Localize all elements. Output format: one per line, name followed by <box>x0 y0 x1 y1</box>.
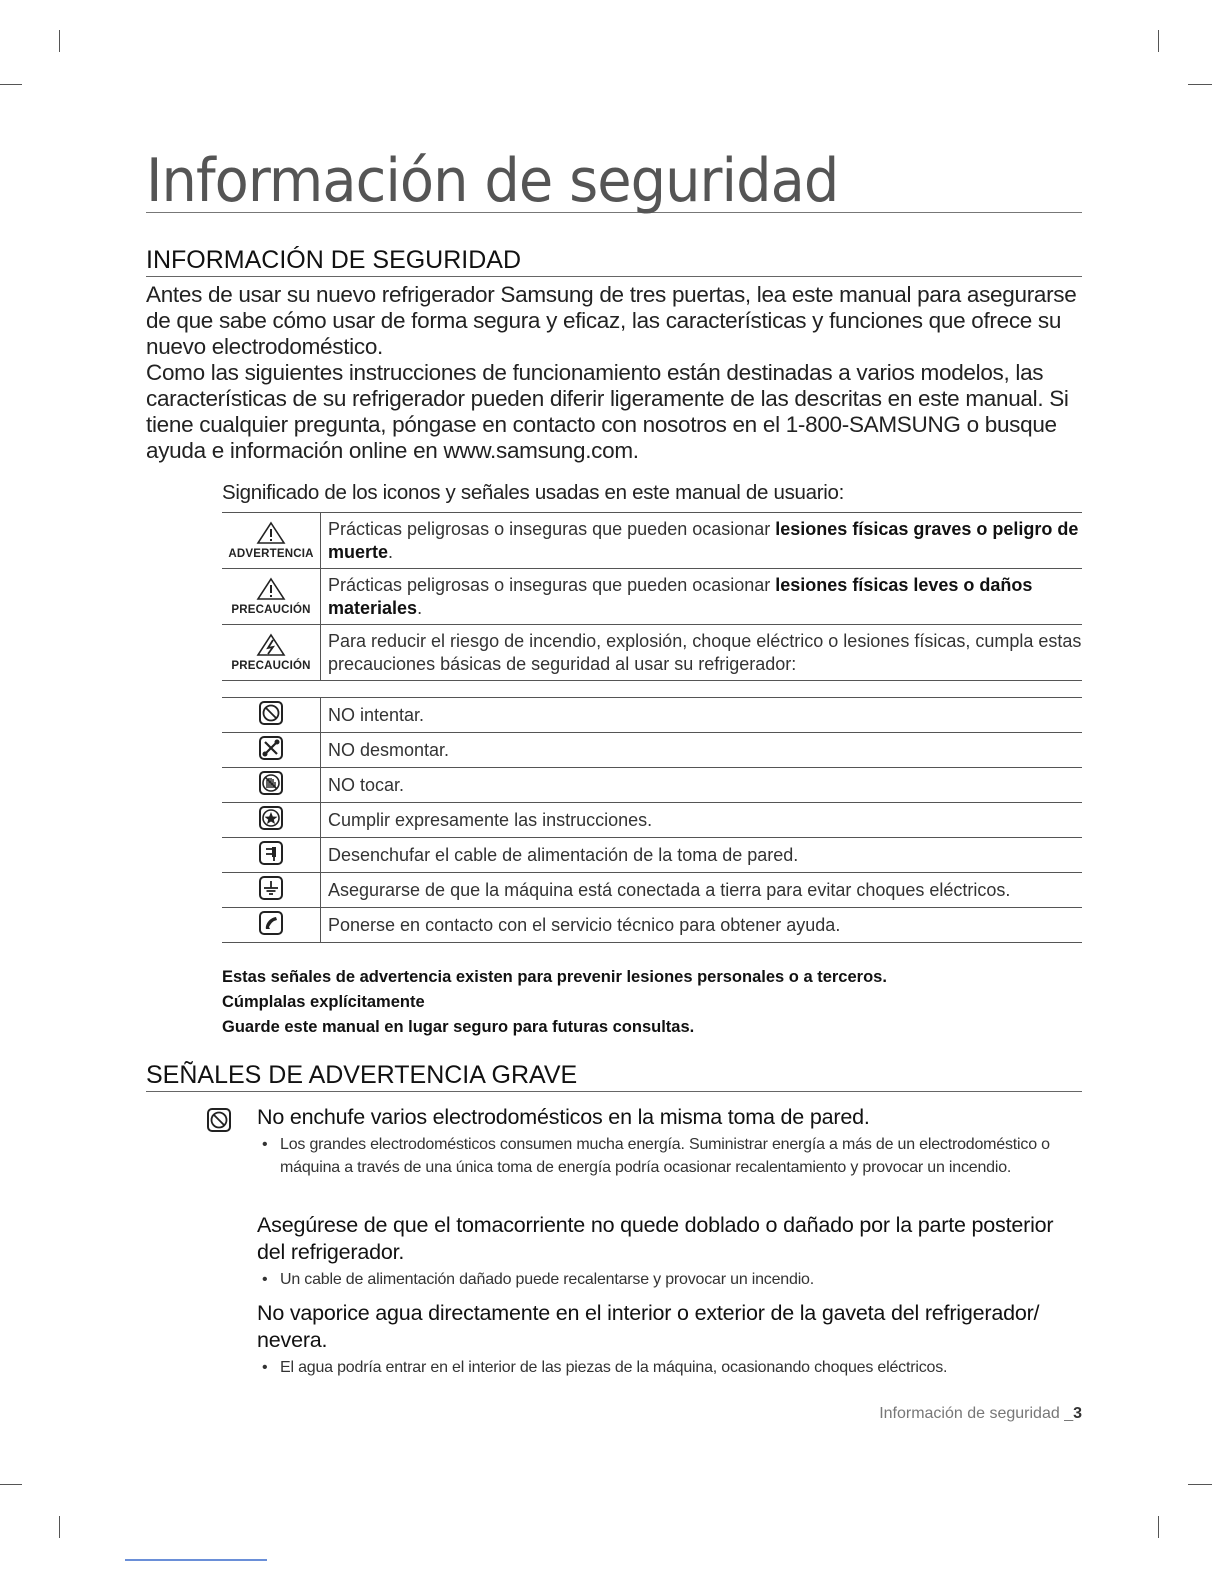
icons-intro: Significado de los iconos y señales usadas en este manual de usuario: <box>222 481 845 504</box>
section-heading-warnings: SEÑALES DE ADVERTENCIA GRAVE <box>146 1061 1082 1092</box>
crop-mark <box>59 1516 60 1538</box>
crop-mark <box>1158 30 1159 52</box>
section-heading-info: INFORMACIÓN DE SEGURIDAD <box>146 246 1082 277</box>
safety-notes <box>222 965 887 1040</box>
warning-label: ADVERTENCIA <box>228 548 314 560</box>
intro-text <box>146 282 1082 464</box>
phone-service-icon <box>258 910 284 936</box>
symbol-text: NO desmontar. <box>321 733 1083 768</box>
note-line: Guarde este manual en lugar seguro para futuras consultas. <box>222 1018 695 1036</box>
table-row <box>222 908 1082 943</box>
table-row <box>222 625 1082 681</box>
no-touch-icon <box>258 770 284 796</box>
table-row <box>222 768 1082 803</box>
prohibited-icon <box>258 700 284 726</box>
warning-icon-cell <box>222 513 321 569</box>
symbol-text: Ponerse en contacto con el servicio técnico para obtener ayuda. <box>321 908 1083 943</box>
table-row <box>222 733 1082 768</box>
warning-triangle-icon <box>256 521 286 545</box>
symbol-text: Desenchufar el cable de alimentación de la toma de pared. <box>321 838 1083 873</box>
symbol-text: NO tocar. <box>321 768 1083 803</box>
crop-mark <box>1188 1484 1212 1485</box>
crop-mark <box>59 30 60 52</box>
warning-item-title: No vaporice agua directamente en el interior o exterior de la gaveta del refrigerador/ nevera. <box>257 1301 1040 1352</box>
crop-mark <box>1158 1516 1159 1538</box>
page-footer <box>879 1405 1082 1423</box>
symbol-text: Cumplir expresamente las instrucciones. <box>321 803 1083 838</box>
table-row <box>222 803 1082 838</box>
warning-item-title: Asegúrese de que el tomacorriente no quede doblado o dañado por la parte posterior del refrigerador. <box>257 1213 1054 1264</box>
warning-table <box>222 512 1082 681</box>
no-disassembly-icon <box>258 735 284 761</box>
warning-item-title: No enchufe varios electrodomésticos en la misma toma de pared. <box>257 1105 870 1129</box>
prohibited-icon <box>206 1107 232 1133</box>
intro-paragraph: Antes de usar su nuevo refrigerador Samsung de tres puertas, lea este manual para asegurarse de que sabe cómo usar de forma segura y eficaz, las características y funciones que ofrece su nuevo electrodoméstico. <box>146 282 1077 359</box>
page-number: 3 <box>1073 1405 1082 1422</box>
symbol-text: NO intentar. <box>321 698 1083 733</box>
caution-icon-cell <box>222 569 321 625</box>
footer-label: Información de seguridad _ <box>879 1405 1074 1422</box>
unplug-icon <box>258 840 284 866</box>
caution-triangle-icon <box>256 577 286 601</box>
table-row <box>222 838 1082 873</box>
bottom-divider <box>125 1559 267 1561</box>
electric-caution-text: Para reducir el riesgo de incendio, explosión, choque eléctrico o lesiones físicas, cumpla estas precauciones básicas de seguridad al usar su refrigerador: <box>321 625 1083 681</box>
table-row <box>222 873 1082 908</box>
caution-label: PRECAUCIÓN <box>231 660 311 672</box>
warning-item-bullet: • El agua podría entrar en el interior de las piezas de la máquina, ocasionando choques eléctricos. <box>262 1359 948 1376</box>
symbol-text: Asegurarse de que la máquina está conectada a tierra para evitar choques eléctricos. <box>321 873 1083 908</box>
symbols-table <box>222 697 1082 943</box>
crop-mark <box>1188 84 1212 85</box>
table-row <box>222 698 1082 733</box>
caution-label: PRECAUCIÓN <box>231 604 311 616</box>
caution-text: Prácticas peligrosas o inseguras que pueden ocasionar lesiones físicas leves o daños materiales. <box>321 569 1083 625</box>
warning-item-bullet: • Los grandes electrodomésticos consumen mucha energía. Suministrar energía a más de un electrodoméstico o máquina a través de una única toma de energía podría ocasionar recalentamiento y provocar un incendio. <box>262 1136 1050 1176</box>
table-row <box>222 513 1082 569</box>
ground-icon <box>258 875 284 901</box>
follow-instructions-icon <box>258 805 284 831</box>
electric-caution-icon-cell <box>222 625 321 681</box>
warning-text: Prácticas peligrosas o inseguras que pueden ocasionar lesiones físicas graves o peligro de muerte. <box>321 513 1083 569</box>
table-row <box>222 569 1082 625</box>
page-title: Información de seguridad <box>146 150 1082 213</box>
intro-paragraph: Como las siguientes instrucciones de funcionamiento están destinadas a varios modelos, las características de su refrigerador pueden diferir ligeramente de las descritas en este manual. Si tiene cualquier pregunta, póngase en contacto con nosotros en el 1-800-SAMSUNG o busque ayuda e información online en www.samsung.com. <box>146 360 1069 463</box>
electric-triangle-icon <box>256 633 286 657</box>
warning-item-bullet: • Un cable de alimentación dañado puede recalentarse y provocar un incendio. <box>262 1271 815 1288</box>
crop-mark <box>0 1484 22 1485</box>
note-line: Cúmplalas explícitamente <box>222 993 425 1011</box>
crop-mark <box>0 84 22 85</box>
note-line: Estas señales de advertencia existen para prevenir lesiones personales o a terceros. <box>222 968 887 986</box>
